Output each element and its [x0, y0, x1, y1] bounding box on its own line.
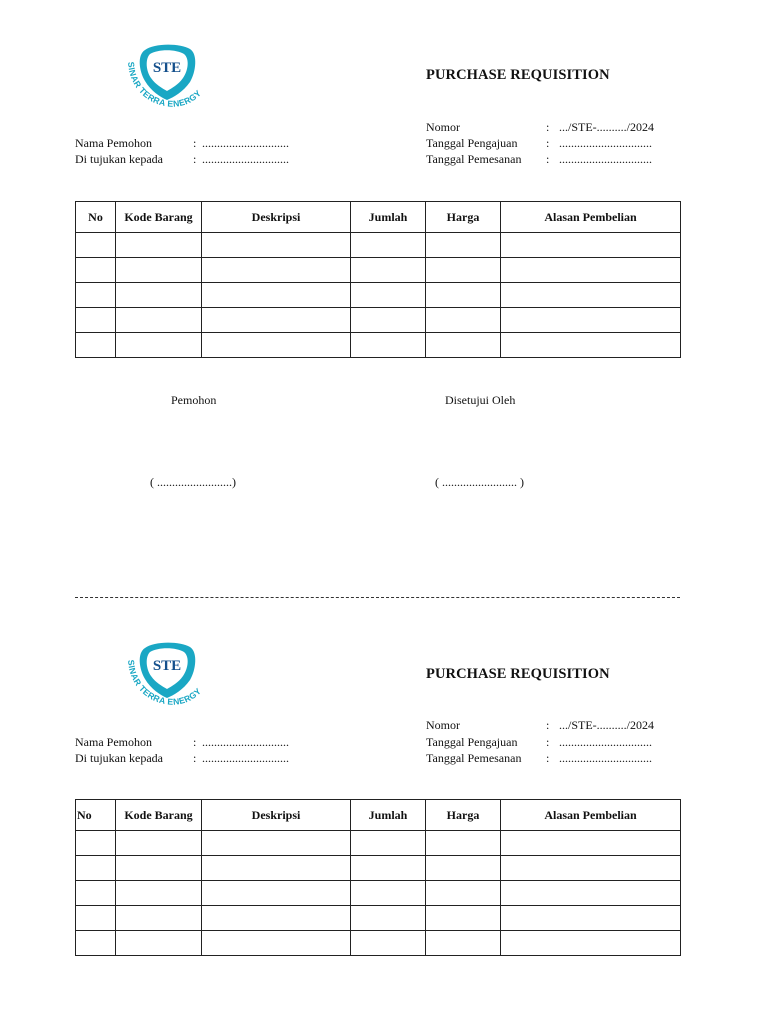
table-cell[interactable] — [202, 258, 351, 283]
table-cell[interactable] — [501, 881, 681, 906]
table-cell[interactable] — [202, 881, 351, 906]
column-header-price: Harga — [426, 800, 501, 831]
purchase-requisition-form-2 — [0, 598, 768, 1018]
column-header-description: Deskripsi — [202, 202, 351, 233]
field-label: Nomor — [426, 718, 460, 732]
table-cell[interactable] — [76, 283, 116, 308]
table-cell[interactable] — [501, 931, 681, 956]
applicant-signature-label: Pemohon — [171, 393, 217, 407]
order-date-field — [426, 750, 676, 766]
table-cell[interactable] — [501, 258, 681, 283]
applicant-name-field — [75, 135, 315, 151]
table-cell[interactable] — [76, 333, 116, 358]
field-label: Di tujukan kepada — [75, 152, 163, 166]
table-cell[interactable] — [202, 856, 351, 881]
field-value[interactable]: ............................. — [202, 136, 289, 150]
field-colon: : — [546, 735, 550, 749]
field-label: Di tujukan kepada — [75, 751, 163, 765]
table-cell[interactable] — [351, 831, 426, 856]
table-cell[interactable] — [116, 831, 202, 856]
field-value[interactable]: .../STE-........../2024 — [559, 120, 654, 134]
table-cell[interactable] — [116, 283, 202, 308]
addressed-to-field — [75, 151, 315, 167]
table-cell[interactable] — [501, 906, 681, 931]
table-row — [76, 283, 681, 308]
applicant-name-field — [75, 734, 315, 750]
field-label: Nama Pemohon — [75, 735, 152, 749]
submission-date-field — [426, 135, 676, 151]
table-cell[interactable] — [202, 906, 351, 931]
table-cell[interactable] — [501, 856, 681, 881]
table-cell[interactable] — [116, 856, 202, 881]
table-cell[interactable] — [351, 258, 426, 283]
table-row — [76, 308, 681, 333]
field-value[interactable]: ............................. — [202, 751, 289, 765]
table-cell[interactable] — [351, 881, 426, 906]
table-cell[interactable] — [116, 308, 202, 333]
field-value[interactable]: .../STE-........../2024 — [559, 718, 654, 732]
field-colon: : — [193, 152, 197, 166]
table-cell[interactable] — [501, 283, 681, 308]
table-cell[interactable] — [351, 308, 426, 333]
submission-date-field — [426, 734, 676, 750]
table-cell[interactable] — [76, 906, 116, 931]
document-title: PURCHASE REQUISITION — [426, 666, 610, 682]
table-cell[interactable] — [426, 333, 501, 358]
table-cell[interactable] — [351, 333, 426, 358]
table-row — [76, 333, 681, 358]
field-label: Tanggal Pengajuan — [426, 136, 518, 150]
field-value[interactable]: ............................. — [202, 735, 289, 749]
field-colon: : — [193, 751, 197, 765]
table-row — [76, 881, 681, 906]
column-header-purchase-reason: Alasan Pembelian — [501, 202, 681, 233]
table-cell[interactable] — [351, 233, 426, 258]
table-cell[interactable] — [116, 233, 202, 258]
logo-mark-text: STE — [152, 60, 182, 76]
table-cell[interactable] — [76, 831, 116, 856]
table-row — [76, 233, 681, 258]
table-cell[interactable] — [426, 283, 501, 308]
field-colon: : — [546, 751, 550, 765]
purchase-requisition-form-1 — [0, 0, 768, 489]
table-header-row — [76, 202, 681, 233]
table-row — [76, 856, 681, 881]
field-colon: : — [193, 136, 197, 150]
table-cell[interactable] — [426, 856, 501, 881]
addressed-to-field — [75, 750, 315, 766]
table-cell[interactable] — [426, 233, 501, 258]
field-colon: : — [546, 152, 550, 166]
field-label: Tanggal Pemesanan — [426, 751, 522, 765]
table-cell[interactable] — [76, 233, 116, 258]
table-cell[interactable] — [116, 931, 202, 956]
table-cell[interactable] — [426, 308, 501, 333]
table-cell[interactable] — [116, 881, 202, 906]
table-cell[interactable] — [116, 906, 202, 931]
table-cell[interactable] — [202, 233, 351, 258]
table-row — [76, 831, 681, 856]
column-header-item-code: Kode Barang — [116, 202, 202, 233]
field-value[interactable]: ............................... — [559, 735, 652, 749]
table-cell[interactable] — [202, 333, 351, 358]
table-cell[interactable] — [116, 258, 202, 283]
number-field — [426, 717, 676, 733]
column-header-price: Harga — [426, 202, 501, 233]
table-cell[interactable] — [202, 831, 351, 856]
field-colon: : — [193, 735, 197, 749]
field-value[interactable]: ............................... — [559, 152, 652, 166]
table-cell[interactable] — [76, 308, 116, 333]
field-label: Tanggal Pengajuan — [426, 735, 518, 749]
logo-mark-text: STE — [152, 658, 182, 674]
table-cell[interactable] — [426, 831, 501, 856]
table-cell[interactable] — [501, 233, 681, 258]
ste-shield-icon — [118, 40, 218, 112]
approver-signature-label: Disetujui Oleh — [445, 393, 516, 407]
table-cell[interactable] — [202, 308, 351, 333]
table-cell[interactable] — [76, 881, 116, 906]
table-cell[interactable] — [351, 906, 426, 931]
applicant-signature-blank[interactable]: ( .........................) — [150, 475, 236, 489]
document-title: PURCHASE REQUISITION — [426, 67, 610, 83]
table-cell[interactable] — [202, 931, 351, 956]
table-cell[interactable] — [501, 333, 681, 358]
field-value[interactable]: ............................. — [202, 152, 289, 166]
column-header-item-code: Kode Barang — [116, 800, 202, 831]
table-row — [76, 258, 681, 283]
approver-signature-blank[interactable]: ( ......................... ) — [435, 475, 524, 489]
company-logo — [118, 638, 218, 710]
table-cell[interactable] — [426, 931, 501, 956]
column-header-no: No — [76, 202, 116, 233]
field-value[interactable]: ............................... — [559, 136, 652, 150]
column-header-quantity: Jumlah — [351, 202, 426, 233]
items-table — [75, 201, 681, 358]
table-cell[interactable] — [426, 258, 501, 283]
column-header-purchase-reason: Alasan Pembelian — [501, 800, 681, 831]
field-value[interactable]: ............................... — [559, 751, 652, 765]
table-cell[interactable] — [426, 881, 501, 906]
order-date-field — [426, 151, 676, 167]
field-colon: : — [546, 718, 550, 732]
table-cell[interactable] — [116, 333, 202, 358]
table-cell[interactable] — [426, 906, 501, 931]
column-header-quantity: Jumlah — [351, 800, 426, 831]
table-cell[interactable] — [76, 931, 116, 956]
table-row — [76, 906, 681, 931]
logo-company-text: SINAR TERRA ENERGY — [125, 659, 204, 707]
logo-company-text: SINAR TERRA ENERGY — [125, 61, 204, 109]
table-cell[interactable] — [501, 308, 681, 333]
field-label: Tanggal Pemesanan — [426, 152, 522, 166]
items-table — [75, 799, 681, 956]
number-field — [426, 119, 676, 135]
field-label: Nama Pemohon — [75, 136, 152, 150]
table-row — [76, 931, 681, 956]
column-header-description: Deskripsi — [202, 800, 351, 831]
table-cell[interactable] — [202, 283, 351, 308]
table-cell[interactable] — [351, 931, 426, 956]
table-cell[interactable] — [351, 856, 426, 881]
field-colon: : — [546, 120, 550, 134]
table-cell[interactable] — [351, 283, 426, 308]
company-logo — [118, 40, 218, 112]
field-colon: : — [546, 136, 550, 150]
table-header-row — [76, 800, 681, 831]
column-header-no: No — [76, 800, 116, 831]
table-cell[interactable] — [501, 831, 681, 856]
table-cell[interactable] — [76, 856, 116, 881]
field-label: Nomor — [426, 120, 460, 134]
table-cell[interactable] — [76, 258, 116, 283]
ste-shield-icon — [118, 638, 218, 710]
